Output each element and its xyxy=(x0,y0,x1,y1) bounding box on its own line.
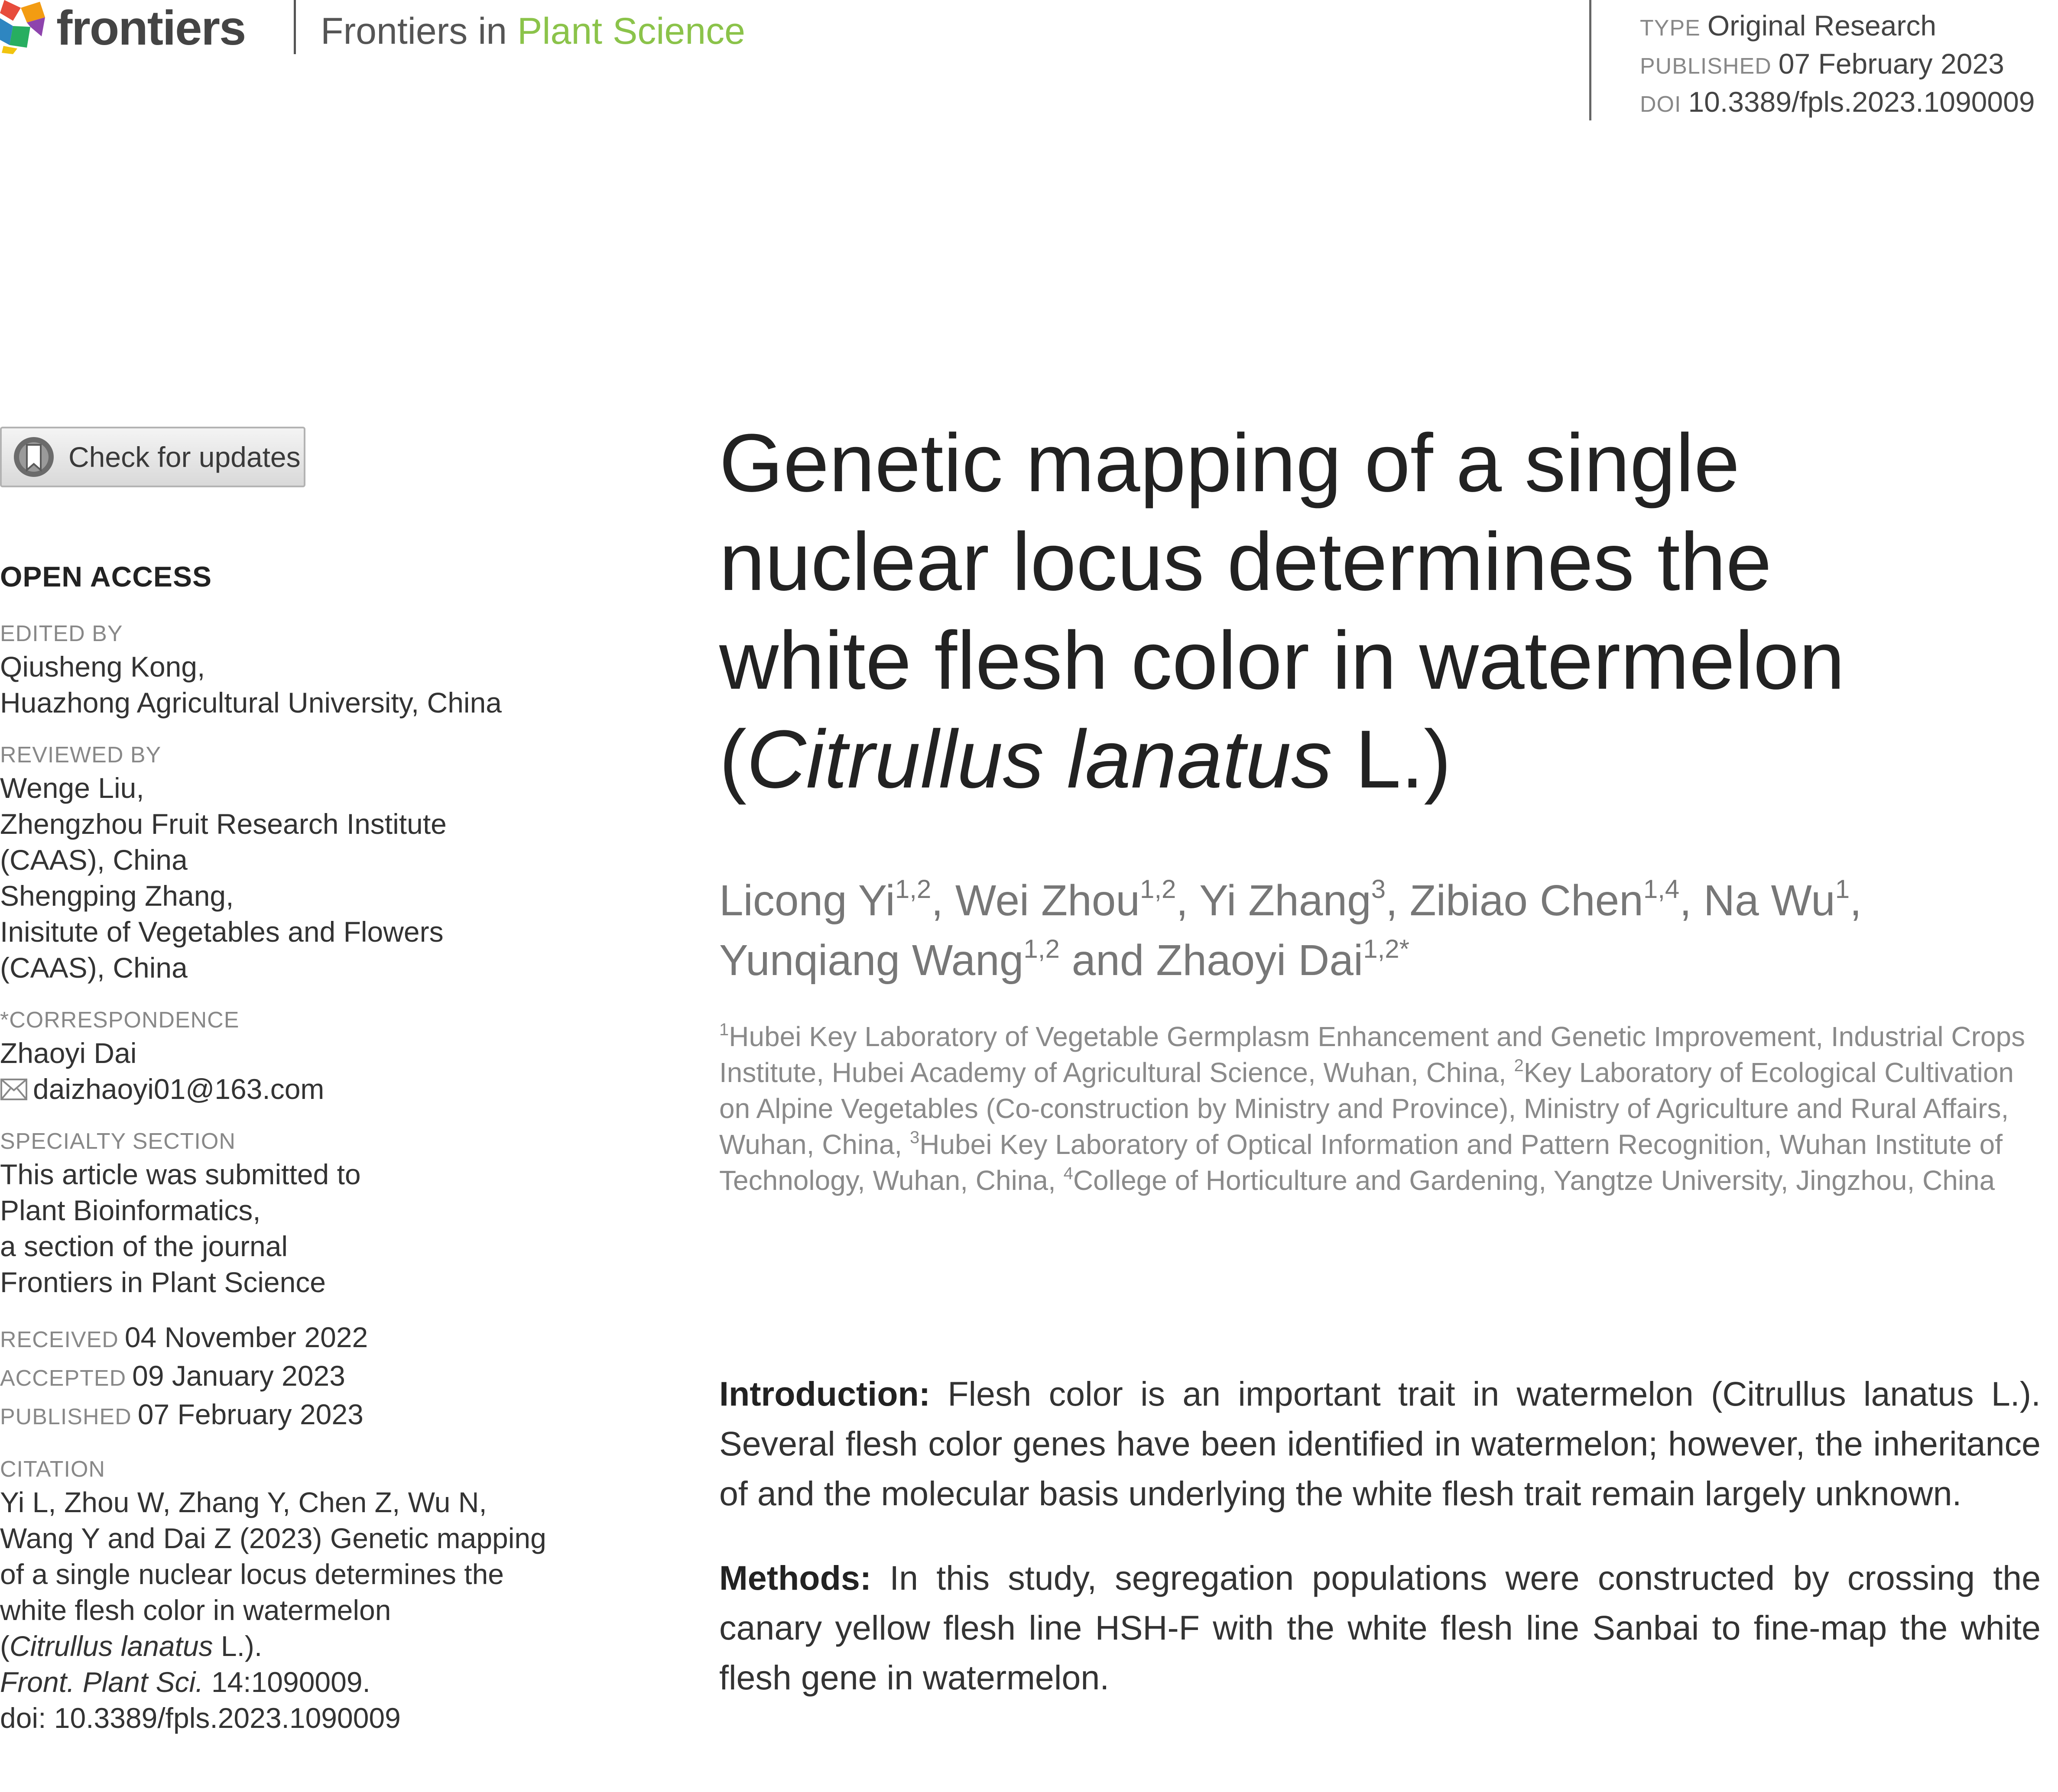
correspondence-name: Zhaoyi Dai xyxy=(0,1037,137,1069)
author[interactable]: Yi Zhang$^3$ xyxy=(1199,875,1386,925)
article-title: Genetic mapping of a single nuclear locus determines the white flesh color in watermelon (Citrullus lanatus L.) xyxy=(719,417,1845,805)
publish-date: PUBLISHED 07 February 2023 xyxy=(1640,48,2004,80)
reviewed-by-section: REVIEWED BY Wenge Liu, Zhengzhou Fruit Research Institute (CAAS), China Shengping Zhang, Inisitute of Vegetables and Flowers (CAAS), China xyxy=(0,742,447,984)
author[interactable]: Wei Zhou$^{1,2}$ xyxy=(955,875,1176,925)
accepted-date: ACCEPTED 09 January 2023 xyxy=(0,1360,345,1392)
received-date: RECEIVED 04 November 2022 xyxy=(0,1321,368,1353)
abstract-methods: Methods: In this study, segregation populations were constructed by crossing the canary yellow flesh line HSH-F with the white flesh line Sanbai to fine-map the white flesh gene in watermelon. xyxy=(719,1559,2041,1697)
brand-divider xyxy=(294,0,296,54)
doi[interactable]: DOI 10.3389/fpls.2023.1090009 xyxy=(1640,86,2035,118)
author[interactable]: Zhaoyi Dai$^{1,2*}$ xyxy=(1156,934,1409,985)
dates-section xyxy=(0,1319,607,1435)
affiliations: $^1$Hubei Key Laboratory of Vegetable Germplasm Enhancement and Genetic Improvement, Industrial Crops Institute, Hubei Academy of Agricultural Science, Wuhan, China, $^2$Key Laboratory of Ecological Cultivation on Alpine Vegetables (Co-construction by Ministry and Province), Ministry of Agriculture and Rural Affairs, Wuhan, China, $^3$Hubei Key Laboratory of Optical Information and Pattern Recognition, Wuhan Institute of Technology, Wuhan, China, $^4$College of Horticulture and Gardening, Yangtze University, Jingzhou, China xyxy=(719,1020,2026,1196)
citation-doi[interactable]: doi: 10.3389/fpls.2023.1090009 xyxy=(0,1702,401,1734)
author[interactable]: Zibiao Chen$^{1,4}$ xyxy=(1409,875,1680,925)
author[interactable]: Na Wu$^1$ xyxy=(1703,875,1850,925)
author[interactable]: Yunqiang Wang$^{1,2}$ xyxy=(719,934,1060,985)
specialty-section: SPECIALTY SECTION This article was submitted to Plant Bioinformatics, a section of the journal Frontiers in Plant Science xyxy=(0,1129,361,1298)
article-type: TYPE Original Research xyxy=(1640,10,1937,42)
citation-section: CITATION Yi L, Zhou W, Zhang Y, Chen Z, Wu N, Wang Y and Dai Z (2023) Genetic mapping of a single nuclear locus determines the white flesh color in watermelon (Citrullus lanatus L.). Front. Plant Sci. 14:1090009. doi: 10.3389/fpls.2023.1090009 xyxy=(0,1454,607,1736)
brand-wordmark: frontiers xyxy=(56,1,246,55)
abstract-introduction: Introduction: Flesh color is an important trait in watermelon (Citrullus lanatus L.). Several flesh color genes have been identified in watermelon; however, the inheritance of and the molecular basis underlying the white flesh trait remain largely unknown. xyxy=(719,1374,2041,1513)
meta-divider xyxy=(1589,0,1591,120)
check-for-updates-label: Check for updates xyxy=(68,441,301,473)
author[interactable]: Licong Yi$^{1,2}$ xyxy=(719,875,932,925)
edited-by-section: EDITED BY Qiusheng Kong, Huazhong Agricultural University, China xyxy=(0,621,502,719)
open-access-label: OPEN ACCESS xyxy=(0,561,212,593)
frontiers-logo-icon xyxy=(0,0,48,54)
check-for-updates-button[interactable] xyxy=(0,427,305,487)
envelope-icon xyxy=(0,1077,28,1102)
article-info-sidebar xyxy=(0,559,607,1755)
author-list: Licong Yi$^{1,2}$, Wei Zhou$^{1,2}$, Yi Zhang$^3$, Zibiao Chen$^{1,4}$, Na Wu$^1$, Yunqiang Wang$^{1,2}$ and Zhaoyi Dai$^{1,2*}$ xyxy=(719,875,1862,985)
abstract xyxy=(719,1369,2041,1737)
bookmark-icon xyxy=(12,435,55,479)
published-date: PUBLISHED 07 February 2023 xyxy=(0,1398,364,1430)
correspondence-section: *CORRESPONDENCE Zhaoyi Dai daizhaoyi01@163.com xyxy=(0,1005,607,1107)
correspondence-email[interactable]: daizhaoyi01@163.com xyxy=(0,1071,607,1107)
journal-name: Frontiers in Plant Science xyxy=(321,10,745,52)
